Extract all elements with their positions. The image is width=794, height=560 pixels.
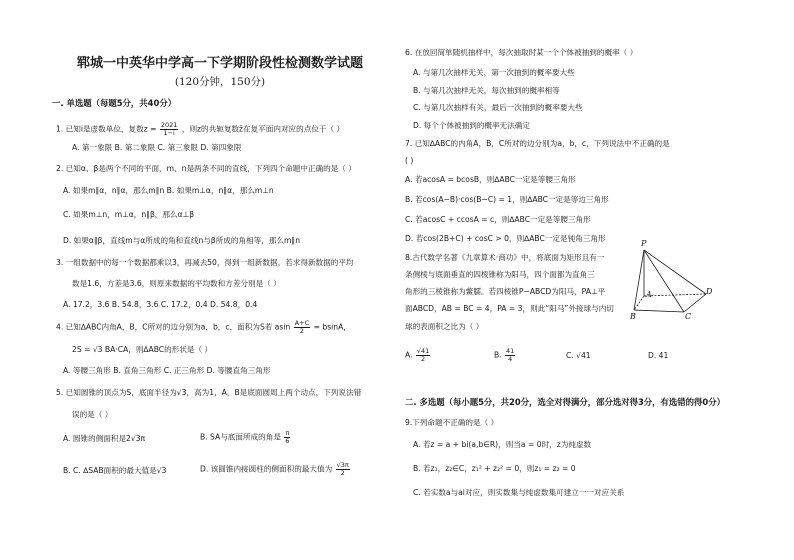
q8-stem-line3: 角形的三棱锥称为鳖臑。若四棱锥P−ABCD为阳马，PA⊥平 bbox=[405, 287, 606, 296]
q7-stem-line1: 7. 已知∆ABC的内角A，B，C所对的边分别为a，b，c，下列说法中不正确的是 bbox=[405, 139, 670, 148]
q4-frac-den: 2 bbox=[299, 327, 305, 335]
pyramid-figure bbox=[630, 240, 712, 320]
q1-options: A. 第一象限 B. 第二象限 C. 第三象限 D. 第四象限 bbox=[72, 143, 242, 152]
q8-stem-line1: 8.古代数学名著《九章算术·商功》中，将底面为矩形且有一 bbox=[405, 253, 605, 262]
label-a: A bbox=[646, 290, 652, 299]
q5-option-d-fraction bbox=[336, 462, 350, 477]
section1-heading: 一. 单选题（每题5分，共40分） bbox=[52, 98, 177, 108]
q4-stem-before: 4. 已知∆ABC内角A，B，C所对的边分别为a，b，c，面积为S若 asin bbox=[56, 322, 291, 332]
q8-option-b-den: 4 bbox=[508, 355, 513, 363]
q4-stem-line1 bbox=[56, 320, 351, 335]
q8-stem-line5: 球的表面积之比为（ ） bbox=[405, 322, 484, 331]
q5-option-a: A. 圆锥的侧面积是2√3π bbox=[63, 434, 146, 443]
q4-fraction bbox=[294, 320, 310, 335]
label-p: P bbox=[641, 240, 647, 248]
q8-option-b-fraction bbox=[505, 348, 515, 363]
label-d: D bbox=[706, 287, 712, 296]
exam-title: 郓城一中英华中学高一下学期阶段性检测数学试题 bbox=[76, 56, 363, 71]
q5-option-b-den: 6 bbox=[285, 437, 290, 445]
q1-fraction bbox=[160, 122, 179, 137]
q7-option-d: D. 若cos(2B+C) + cosC > 0，则∆ABC一定是钝角三角形 bbox=[405, 234, 606, 243]
q4-stem-line2: 2S = √3 BA·CA，则∆ABC的形状是（ ） bbox=[72, 345, 213, 354]
q3-options: A. 17.2，3.6 B. 54.8，3.6 C. 17.2，0.4 D. 54.8，0.4 bbox=[63, 300, 258, 309]
q8-option-b-label: B. bbox=[494, 350, 502, 360]
exam-subtitle: (120分钟，150分) bbox=[174, 76, 266, 88]
q5-stem-line2: 误的是（ ） bbox=[72, 410, 113, 419]
q5-option-d-text: D. 该圆锥内接圆柱的侧面积的最大值为 bbox=[200, 464, 333, 474]
q2-stem: 2. 已知α、β是两个不同的平面，m、n是两条不同的直线，下列四个命题中正确的是（ ） bbox=[56, 164, 356, 173]
q8-option-b-num: 41 bbox=[506, 347, 515, 355]
q8-stem-line4: 面ABCD，AB = BC = 4，PA = 3，则此“阳马”外接球与内切 bbox=[405, 304, 614, 313]
edge-bc bbox=[634, 310, 684, 312]
q8-option-a-num: √41 bbox=[416, 347, 430, 355]
q1-stem-before: 1. 已知i是虚数单位，复数z = bbox=[56, 124, 157, 134]
q9-stem: 9.下列命题不正确的是（ ） bbox=[405, 418, 499, 427]
edge-pd bbox=[644, 250, 706, 294]
q2-option-c: C. 如果m⊥n，m⊥α，n∥β，那么α⊥β bbox=[63, 210, 195, 219]
q1-frac-num: 2021 bbox=[160, 121, 178, 129]
q1-stem-after: ，则z的共轭复数z̄在复平面内对应的点位于（ ） bbox=[181, 124, 345, 134]
q8-option-a-fraction bbox=[416, 348, 430, 363]
edge-pc bbox=[644, 250, 684, 312]
q9-option-b: B. 若z₁，z₂∈C，z₁² + z₂² = 0，则z₁ = z₂ = 0 bbox=[413, 464, 576, 473]
q8-option-b bbox=[494, 348, 516, 363]
q9-option-c: C. 若实数a与ai对应，则实数集与纯虚数集可建立一一对应关系 bbox=[413, 488, 625, 497]
q5-option-b-text: B. SA与底面所成的角是 bbox=[200, 432, 281, 442]
edge-pb bbox=[634, 250, 644, 310]
section2-heading: 二. 多选题（每小题5分，共20分，选全对得满分，部分选对得3分，有选错的得0分） bbox=[405, 397, 725, 407]
q1-stem bbox=[56, 122, 344, 137]
edge-ad bbox=[644, 294, 706, 296]
q8-option-a-label: A. bbox=[405, 350, 413, 360]
q6-option-c: C. 与第几次抽样有关，最后一次抽到的概率要大些 bbox=[413, 103, 583, 112]
q1-frac-den: 1−i bbox=[163, 129, 175, 137]
q5-option-d-num: √3π bbox=[336, 461, 349, 469]
q7-stem-line2: ( ) bbox=[405, 156, 414, 165]
label-b: B bbox=[630, 312, 636, 320]
q5-option-b bbox=[200, 430, 291, 445]
label-c: C bbox=[685, 312, 692, 320]
q7-option-b: B. 若cos(A−B)·cos(B−C) = 1，则∆ABC一定是等边三角形 bbox=[405, 195, 609, 204]
edge-cd bbox=[684, 294, 706, 312]
q2-options-ab: A. 如果m∥α，n∥α，那么m∥n B. 如果m⊥α，n∥α，那么m⊥n bbox=[63, 186, 274, 195]
q7-option-a: A. 若acosA = bcosB，则∆ABC一定是等腰三角形 bbox=[405, 175, 576, 184]
q4-options: A. 等腰三角形 B. 直角三角形 C. 正三角形 D. 等腰直角三角形 bbox=[63, 366, 271, 375]
q6-option-a: A. 与第几次抽样无关，第一次抽到的概率要大些 bbox=[413, 68, 575, 77]
q3-stem-line2: 数是1.6，方差是3.6，则原来数据的平均数和方差分别是（ ） bbox=[72, 279, 281, 288]
q5-option-d-den: 2 bbox=[340, 469, 345, 477]
q3-stem-line1: 3. 一组数据中的每一个数据都乘以3，再减去50，得到一组新数据，若求得新数据的平均 bbox=[56, 258, 354, 267]
q8-option-d: D. 41 bbox=[648, 351, 669, 360]
q5-option-b-fraction bbox=[284, 430, 290, 445]
q7-option-c: C. 若acosC + ccosA = c，则∆ABC一定是等腰三角形 bbox=[405, 215, 591, 224]
q5-option-d bbox=[200, 462, 351, 477]
q9-option-a: A. 若z = a + bi(a,b∈R)，则当a = 0时，z为纯虚数 bbox=[413, 440, 592, 449]
q2-option-d: D. 如果α∥β，直线m与α所成的角和直线n与β所成的角相等，那么m∥n bbox=[63, 236, 301, 245]
q8-option-a bbox=[405, 348, 431, 363]
q6-option-b: B. 与第几次抽样无关，每次抽到的概率相等 bbox=[413, 86, 560, 95]
q5-stem-line1: 5. 已知圆锥的顶点为S，底面半径为√3，高为1，A，B是底面圆周上两个动点，下列说法错 bbox=[56, 388, 362, 397]
q8-stem-line2: 条侧棱与底面垂直的四棱锥称为阳马，四个面都为直角三 bbox=[405, 270, 595, 279]
q6-option-d: D. 每个个体被抽到的概率无法确定 bbox=[413, 121, 530, 130]
q5-option-b-num: π bbox=[285, 429, 290, 437]
q4-frac-num: A+C bbox=[294, 319, 310, 327]
q8-option-a-den: 2 bbox=[421, 355, 426, 363]
q5-option-c: B. C. ∆SAB面积的最大值是√3 bbox=[63, 466, 167, 475]
q4-stem-after: = bsinA， bbox=[313, 322, 351, 332]
q8-option-c: C. √41 bbox=[566, 351, 591, 360]
q6-stem: 6. 在放回简单随机抽样中，每次抽取时某一个个体被抽到的概率（ ） bbox=[405, 48, 638, 57]
